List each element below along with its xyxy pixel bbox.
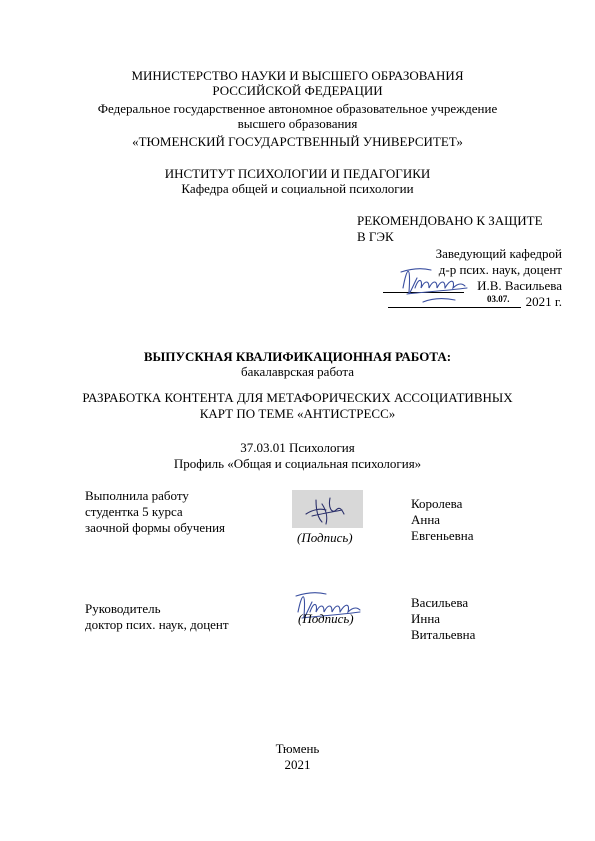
university-name: «ТЮМЕНСКИЙ ГОСУДАРСТВЕННЫЙ УНИВЕРСИТЕТ» [132,134,463,149]
specialty-code: 37.03.01 Психология [240,440,355,455]
institution-line-1: Федеральное государственное автономное образовательное учреждение [97,101,498,116]
supervisor-patronymic: Витальевна [411,627,476,642]
ministry-line-1: МИНИСТЕРСТВО НАУКИ И ВЫСШЕГО ОБРАЗОВАНИЯ [131,68,464,83]
head-signature [393,258,477,308]
student-name: Анна [411,512,441,527]
institution-line-2: высшего образования [237,116,358,131]
recommended-line-2: В ГЭК [357,229,394,244]
supervisor-name: Инна [411,611,441,626]
date-year: 2021 г. [525,294,562,309]
supervisor-role-1: Руководитель [85,601,161,616]
supervisor-signature-caption: (Подпись) [298,611,354,626]
supervisor-role-2: доктор псих. наук, доцент [85,617,229,632]
work-type: ВЫПУСКНАЯ КВАЛИФИКАЦИОННАЯ РАБОТА: [143,349,452,364]
student-patronymic: Евгеньевна [411,528,474,543]
profile: Профиль «Общая и социальная психология» [173,456,422,471]
student-signature [292,490,363,528]
date-stamp: 03.07. [487,294,510,304]
student-signature-photo [292,490,363,528]
institute-name: ИНСТИТУТ ПСИХОЛОГИИ И ПЕДАГОГИКИ [164,166,431,181]
supervisor-surname: Васильева [411,595,469,610]
student-signature-caption: (Подпись) [297,530,353,545]
head-title: Заведующий кафедрой [435,246,562,261]
topic-line-2: КАРТ ПО ТЕМЕ «АНТИСТРЕСС» [199,406,396,421]
city: Тюмень [275,741,320,756]
student-surname: Королева [411,496,463,511]
student-role-3: заочной формы обучения [85,520,226,535]
year: 2021 [284,757,311,772]
topic-line-1: РАЗРАБОТКА КОНТЕНТА ДЛЯ МЕТАФОРИЧЕСКИХ АССОЦИАТИВНЫХ [82,390,513,405]
head-degree: д-р псих. наук, доцент [438,262,562,277]
department-name: Кафедра общей и социальной психологии [181,181,414,196]
student-role-2: студентка 5 курса [85,504,183,519]
work-subtype: бакалаврская работа [241,364,354,379]
student-role-1: Выполнила работу [85,488,189,503]
head-name: И.В. Васильева [477,278,562,293]
recommended-line-1: РЕКОМЕНДОВАНО К ЗАЩИТЕ [357,213,543,228]
ministry-line-2: РОССИЙСКОЙ ФЕДЕРАЦИИ [212,83,383,98]
